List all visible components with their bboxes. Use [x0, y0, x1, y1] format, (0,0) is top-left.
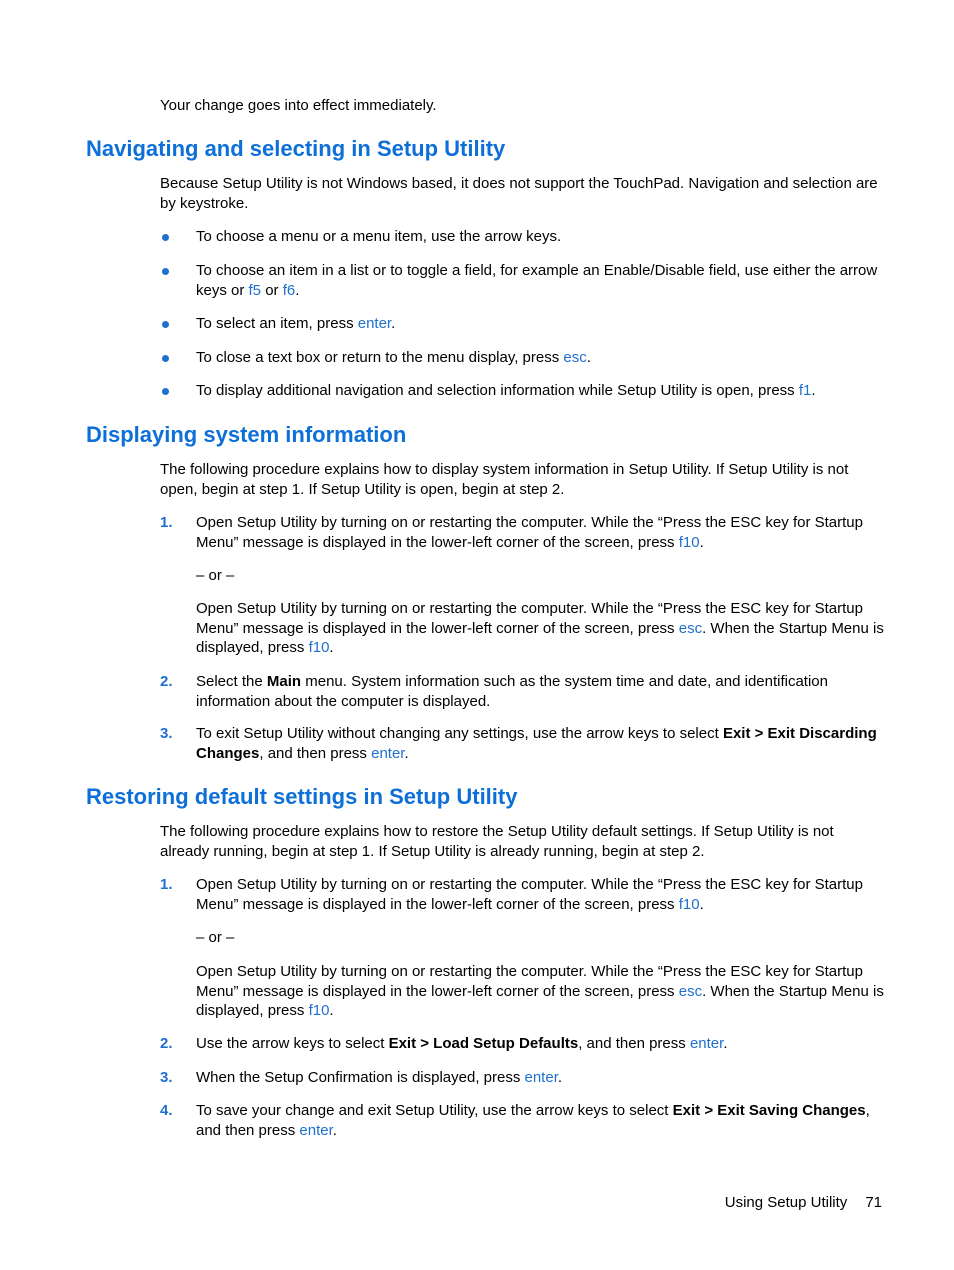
key-enter: enter: [357, 315, 392, 332]
text-run: Open Setup Utility by turning on or restarting the computer. While the “Press the ESC key for Startup Menu” message is displayed in the lower-left corner of the screen, press: [196, 514, 863, 551]
step-item: [160, 672, 885, 711]
text-run: . When the Startup Menu is displayed, press: [196, 982, 884, 1019]
bullet-text: [196, 261, 885, 300]
text-run: Open Setup Utility by turning on or restarting the computer. While the “Press the ESC key for Startup Menu” message is displayed in the lower-left corner of the screen, press: [196, 876, 863, 913]
key-f10: f10: [308, 639, 330, 656]
key-enter: enter: [689, 1035, 724, 1052]
bullet-icon: [162, 268, 169, 275]
step-number: 4.: [160, 1102, 173, 1119]
key-esc: esc: [678, 982, 703, 1000]
nav-paragraph: Because Setup Utility is not Windows based, it does not support the TouchPad. Navigation and selection are by keystroke.: [160, 175, 878, 212]
key-esc: esc: [678, 619, 703, 637]
step-number: 3.: [160, 1069, 173, 1086]
text-run: , and then press: [259, 744, 372, 762]
bullet-text: [196, 314, 885, 334]
text-run: When the Setup Confirmation is displayed, press: [196, 1069, 525, 1086]
step-number: 1.: [160, 876, 173, 893]
text-run: , and then press: [578, 1035, 690, 1052]
or-separator: – or –: [196, 929, 235, 946]
text-run: To select an item, press: [196, 315, 358, 332]
page-number: 71: [865, 1194, 882, 1211]
text-run: .: [699, 533, 704, 551]
intro-text: Your change goes into effect immediately.: [160, 97, 437, 114]
heading-restoring: Restoring default settings in Setup Utility: [86, 784, 518, 809]
text-run: Open Setup Utility by turning on or restarting the computer. While the “Press the ESC key for Startup Menu” message is displayed in the lower-left corner of the screen, press: [196, 600, 863, 637]
text-run: , and then press: [196, 1102, 870, 1139]
bullet-item: [160, 348, 885, 368]
bullet-text: To choose a menu or a menu item, use the arrow keys.: [196, 228, 562, 245]
step-text: [196, 1068, 885, 1088]
step-item: [160, 1034, 885, 1054]
key-f6: f6: [282, 281, 296, 299]
bullet-item: [160, 381, 885, 401]
text-run: To choose an item in a list or to toggle a field, for example an Enable/Disable field, use either the arrow keys or: [196, 262, 878, 299]
step-number: 1.: [160, 514, 173, 531]
text-run: .: [586, 349, 591, 366]
text-run: Use the arrow keys to select: [196, 1035, 389, 1052]
text-run: .: [332, 1121, 337, 1139]
text-run: Open Setup Utility by turning on or restarting the computer. While the “Press the ESC key for Startup Menu” message is displayed in the lower-left corner of the screen, press: [196, 963, 863, 1000]
bullet-icon: [162, 234, 169, 241]
step-text: [196, 513, 885, 552]
step-number: 3.: [160, 725, 173, 742]
key-enter: enter: [299, 1121, 333, 1139]
text-run: Select the: [196, 673, 267, 690]
key-enter: enter: [371, 744, 405, 762]
text-run: .: [295, 281, 300, 299]
bullet-icon: [162, 321, 169, 328]
text-run: .: [329, 639, 334, 656]
key-f5: f5: [248, 281, 262, 299]
key-f1: f1: [798, 382, 812, 399]
step-item: [160, 875, 885, 914]
step-text: [196, 724, 885, 763]
heading-displaying: Displaying system information: [86, 422, 407, 447]
text-run: . When the Startup Menu is displayed, press: [196, 619, 884, 656]
bold-term: Main: [266, 673, 302, 690]
text-run: .: [699, 895, 704, 913]
step-item: [160, 513, 885, 552]
bullet-icon: [162, 388, 169, 395]
or-separator: – or –: [196, 567, 235, 584]
text-run: .: [723, 1035, 728, 1052]
text-run: .: [557, 1069, 563, 1086]
text-run: To save your change and exit Setup Utility, use the arrow keys to select: [196, 1102, 673, 1119]
bold-term: Exit > Exit Discarding Changes: [196, 725, 877, 762]
text-run: .: [391, 315, 396, 332]
page-footer: [700, 1193, 882, 1213]
bullet-text: [196, 381, 885, 401]
text-run: .: [404, 744, 409, 762]
text-run: To exit Setup Utility without changing any settings, use the arrow keys to select: [196, 725, 723, 742]
key-esc: esc: [563, 349, 587, 366]
bullet-item: [160, 314, 885, 334]
text-run: To close a text box or return to the menu display, press: [196, 349, 564, 366]
step-alt-text: [196, 599, 885, 658]
bullet-icon: [162, 355, 169, 362]
text-run: To display additional navigation and selection information while Setup Utility is open, press: [196, 382, 799, 399]
restore-paragraph: The following procedure explains how to restore the Setup Utility default settings. If Setup Utility is not already running, begin at step 1. If Setup Utility is already running, begin at step 2.: [160, 823, 834, 860]
bold-term: Exit > Load Setup Defaults: [388, 1035, 579, 1052]
step-item: [160, 1068, 885, 1088]
text-run: .: [811, 382, 816, 399]
bullet-item: [160, 261, 885, 300]
step-alt-text: [196, 962, 885, 1021]
step-text: [196, 875, 885, 914]
text-run: or: [261, 281, 283, 299]
footer-title: Using Setup Utility: [724, 1194, 848, 1211]
heading-navigating: Navigating and selecting in Setup Utility: [86, 136, 506, 161]
key-f10: f10: [678, 533, 700, 551]
text-run: menu. System information such as the system time and date, and identification information about the computer is displayed.: [196, 673, 828, 710]
bullet-text: [196, 348, 885, 368]
info-paragraph: The following procedure explains how to display system information in Setup Utility. If Setup Utility is not open, begin at step 1. If Setup Utility is open, begin at step 2.: [160, 461, 849, 498]
text-run: .: [329, 1002, 334, 1019]
step-number: 2.: [160, 673, 173, 690]
step-number: 2.: [160, 1035, 173, 1052]
step-text: [196, 672, 885, 711]
key-enter: enter: [524, 1069, 558, 1086]
key-f10: f10: [308, 1002, 330, 1019]
step-text: [196, 1034, 885, 1054]
step-item: [160, 1101, 885, 1140]
step-text: [196, 1101, 885, 1140]
bold-term: Exit > Exit Saving Changes: [672, 1102, 866, 1119]
key-f10: f10: [678, 895, 700, 913]
step-item: [160, 724, 885, 763]
bullet-item: [160, 227, 885, 247]
